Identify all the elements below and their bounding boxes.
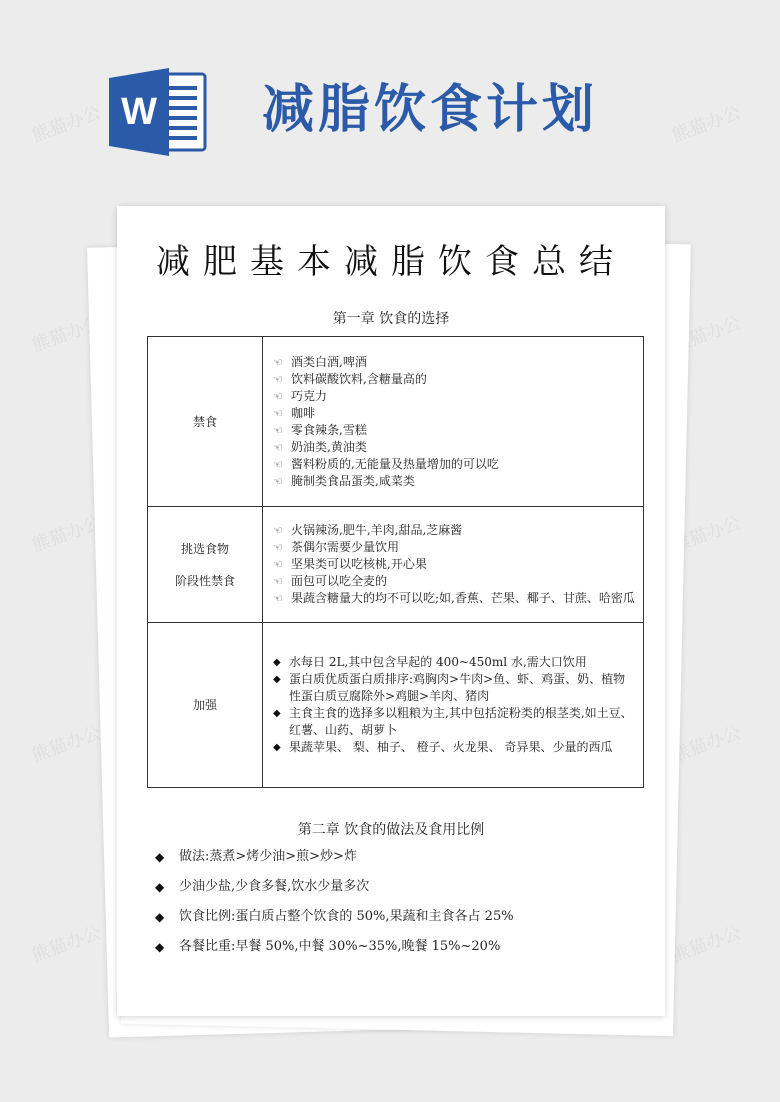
table-row [148, 623, 644, 788]
list-item-text: 酱料粉质的,无能量及热量增加的可以吃 [291, 456, 499, 471]
header [0, 0, 780, 200]
chapter-1-heading: 第一章 饮食的选择 [332, 311, 450, 327]
list-item-text: 咖啡 [291, 405, 316, 420]
watermark: 熊猫办公 [29, 512, 104, 557]
category-label: 禁食 [192, 414, 217, 429]
hand-pointing-icon: ☜ [273, 575, 283, 588]
hand-pointing-icon: ☜ [273, 423, 283, 437]
list-item-text: 火锅辣汤,肥牛,羊肉,甜品,芝麻酱 [291, 523, 463, 537]
watermark: 熊猫办公 [669, 312, 744, 357]
list-item-text: 做法:蒸煮>烤少油>煎>炒>炸 [179, 849, 357, 864]
list-item [273, 422, 635, 439]
list-item [273, 354, 635, 371]
list-item-text: 蛋白质优质蛋白质排序:鸡胸肉>牛肉>鱼、虾、鸡蛋、奶、植物性蛋白质豆腐除外>鸡腿>羊肉、猪肉 [289, 672, 626, 703]
hand-pointing-icon: ☜ [273, 474, 283, 488]
list-item-text: 奶油类,黄油类 [291, 439, 367, 454]
hand-pointing-icon: ☜ [273, 372, 283, 386]
items-cell [263, 337, 644, 507]
list-item-text: 果蔬含糖量大的均不可以吃;如,香蕉、芒果、椰子、甘蔗、哈密瓜 [291, 591, 635, 605]
hand-pointing-icon: ☜ [273, 524, 283, 537]
document-title: 减肥基本减脂饮食总结 [156, 242, 626, 282]
list-item-text: 茶偶尔需要少量饮用 [291, 540, 400, 554]
diamond-icon: ◆ [155, 910, 165, 924]
table-row [148, 337, 644, 507]
items-cell [263, 623, 644, 788]
diamond-icon: ◆ [155, 850, 165, 864]
list-item-text: 主食主食的选择多以粗粮为主,其中包括淀粉类的根茎类,如土豆、 红薯、山药、胡萝卜 [289, 706, 633, 737]
chapter-2-heading: 第二章 饮食的做法及食用比例 [297, 822, 485, 838]
category-label: 阶段性禁食 [174, 573, 235, 588]
watermark: 熊猫办公 [669, 722, 744, 767]
page-title: 减脂饮食计划 [262, 80, 599, 140]
list-item [273, 705, 635, 739]
list-item [273, 388, 635, 405]
list-item-text: 饮食比例:蛋白质占整个饮食的 50%,果蔬和主食各占 25% [179, 909, 514, 924]
diamond-icon: ◆ [155, 940, 165, 954]
list-item-text: 坚果类可以吃核桃,开心果 [291, 557, 427, 571]
diamond-icon: ◆ [273, 657, 281, 668]
list-item-text: 水每日 2L,其中包含早起的 400~450ml 水,需大口饮用 [289, 655, 587, 669]
watermark: 熊猫办公 [29, 312, 104, 357]
list-item [155, 906, 635, 936]
hand-pointing-icon: ☜ [273, 389, 283, 403]
list-item-text: 果蔬苹果、 梨、柚子、 橙子、火龙果、 奇异果、少量的西瓜 [289, 740, 613, 754]
watermark: 熊猫办公 [29, 722, 104, 767]
watermark: 熊猫办公 [29, 102, 104, 147]
watermark: 熊猫办公 [669, 512, 744, 557]
category-cell [148, 507, 263, 623]
food-choice-table [147, 336, 644, 788]
list-item [273, 654, 635, 671]
watermark: 熊猫办公 [669, 102, 744, 147]
list-item-text: 腌制类食品蛋类,咸菜类 [291, 473, 415, 488]
document-page [117, 206, 665, 1016]
hand-pointing-icon: ☜ [273, 406, 283, 420]
diamond-icon: ◆ [155, 880, 165, 894]
list-item [273, 522, 635, 539]
diamond-icon: ◆ [273, 708, 281, 719]
list-item [273, 539, 635, 556]
hand-pointing-icon: ☜ [273, 558, 283, 571]
hand-pointing-icon: ☜ [273, 440, 283, 454]
category-cell [148, 623, 263, 788]
category-cell [148, 337, 263, 507]
list-item-text: 零食辣条,雪糕 [291, 422, 367, 437]
diamond-icon: ◆ [273, 674, 281, 685]
items-cell [263, 507, 644, 623]
category-label: 挑选食物 [180, 541, 229, 556]
list-item-text: 饮料碳酸饮料,含糖量高的 [291, 371, 427, 386]
list-item [273, 573, 635, 590]
list-item-text: 巧克力 [291, 388, 328, 403]
table-row [148, 507, 644, 623]
hand-pointing-icon: ☜ [273, 355, 283, 369]
list-item [273, 439, 635, 456]
list-item-text: 少油少盐,少食多餐,饮水少量多次 [179, 879, 370, 894]
list-item [273, 671, 635, 705]
list-item-text: 各餐比重:早餐 50%,中餐 30%~35%,晚餐 15%~20% [179, 939, 501, 954]
list-item [155, 876, 635, 906]
list-item-text: 酒类白酒,啤酒 [291, 354, 367, 369]
watermark: 熊猫办公 [669, 922, 744, 967]
hand-pointing-icon: ☜ [273, 592, 283, 605]
list-item-text: 面包可以吃全麦的 [291, 574, 388, 588]
list-item [273, 473, 635, 490]
list-item [273, 371, 635, 388]
hand-pointing-icon: ☜ [273, 457, 283, 471]
diamond-icon: ◆ [273, 742, 281, 753]
category-label: 加强 [192, 698, 217, 712]
list-item [155, 936, 635, 966]
hand-pointing-icon: ☜ [273, 541, 283, 554]
list-item [273, 590, 635, 607]
chapter-2-list [155, 846, 635, 966]
list-item [273, 456, 635, 473]
list-item [273, 405, 635, 422]
list-item [273, 739, 635, 756]
word-logo-icon [109, 68, 209, 156]
list-item [155, 846, 635, 876]
logo-letter: W [121, 91, 157, 133]
list-item [273, 556, 635, 573]
watermark: 熊猫办公 [29, 922, 104, 967]
